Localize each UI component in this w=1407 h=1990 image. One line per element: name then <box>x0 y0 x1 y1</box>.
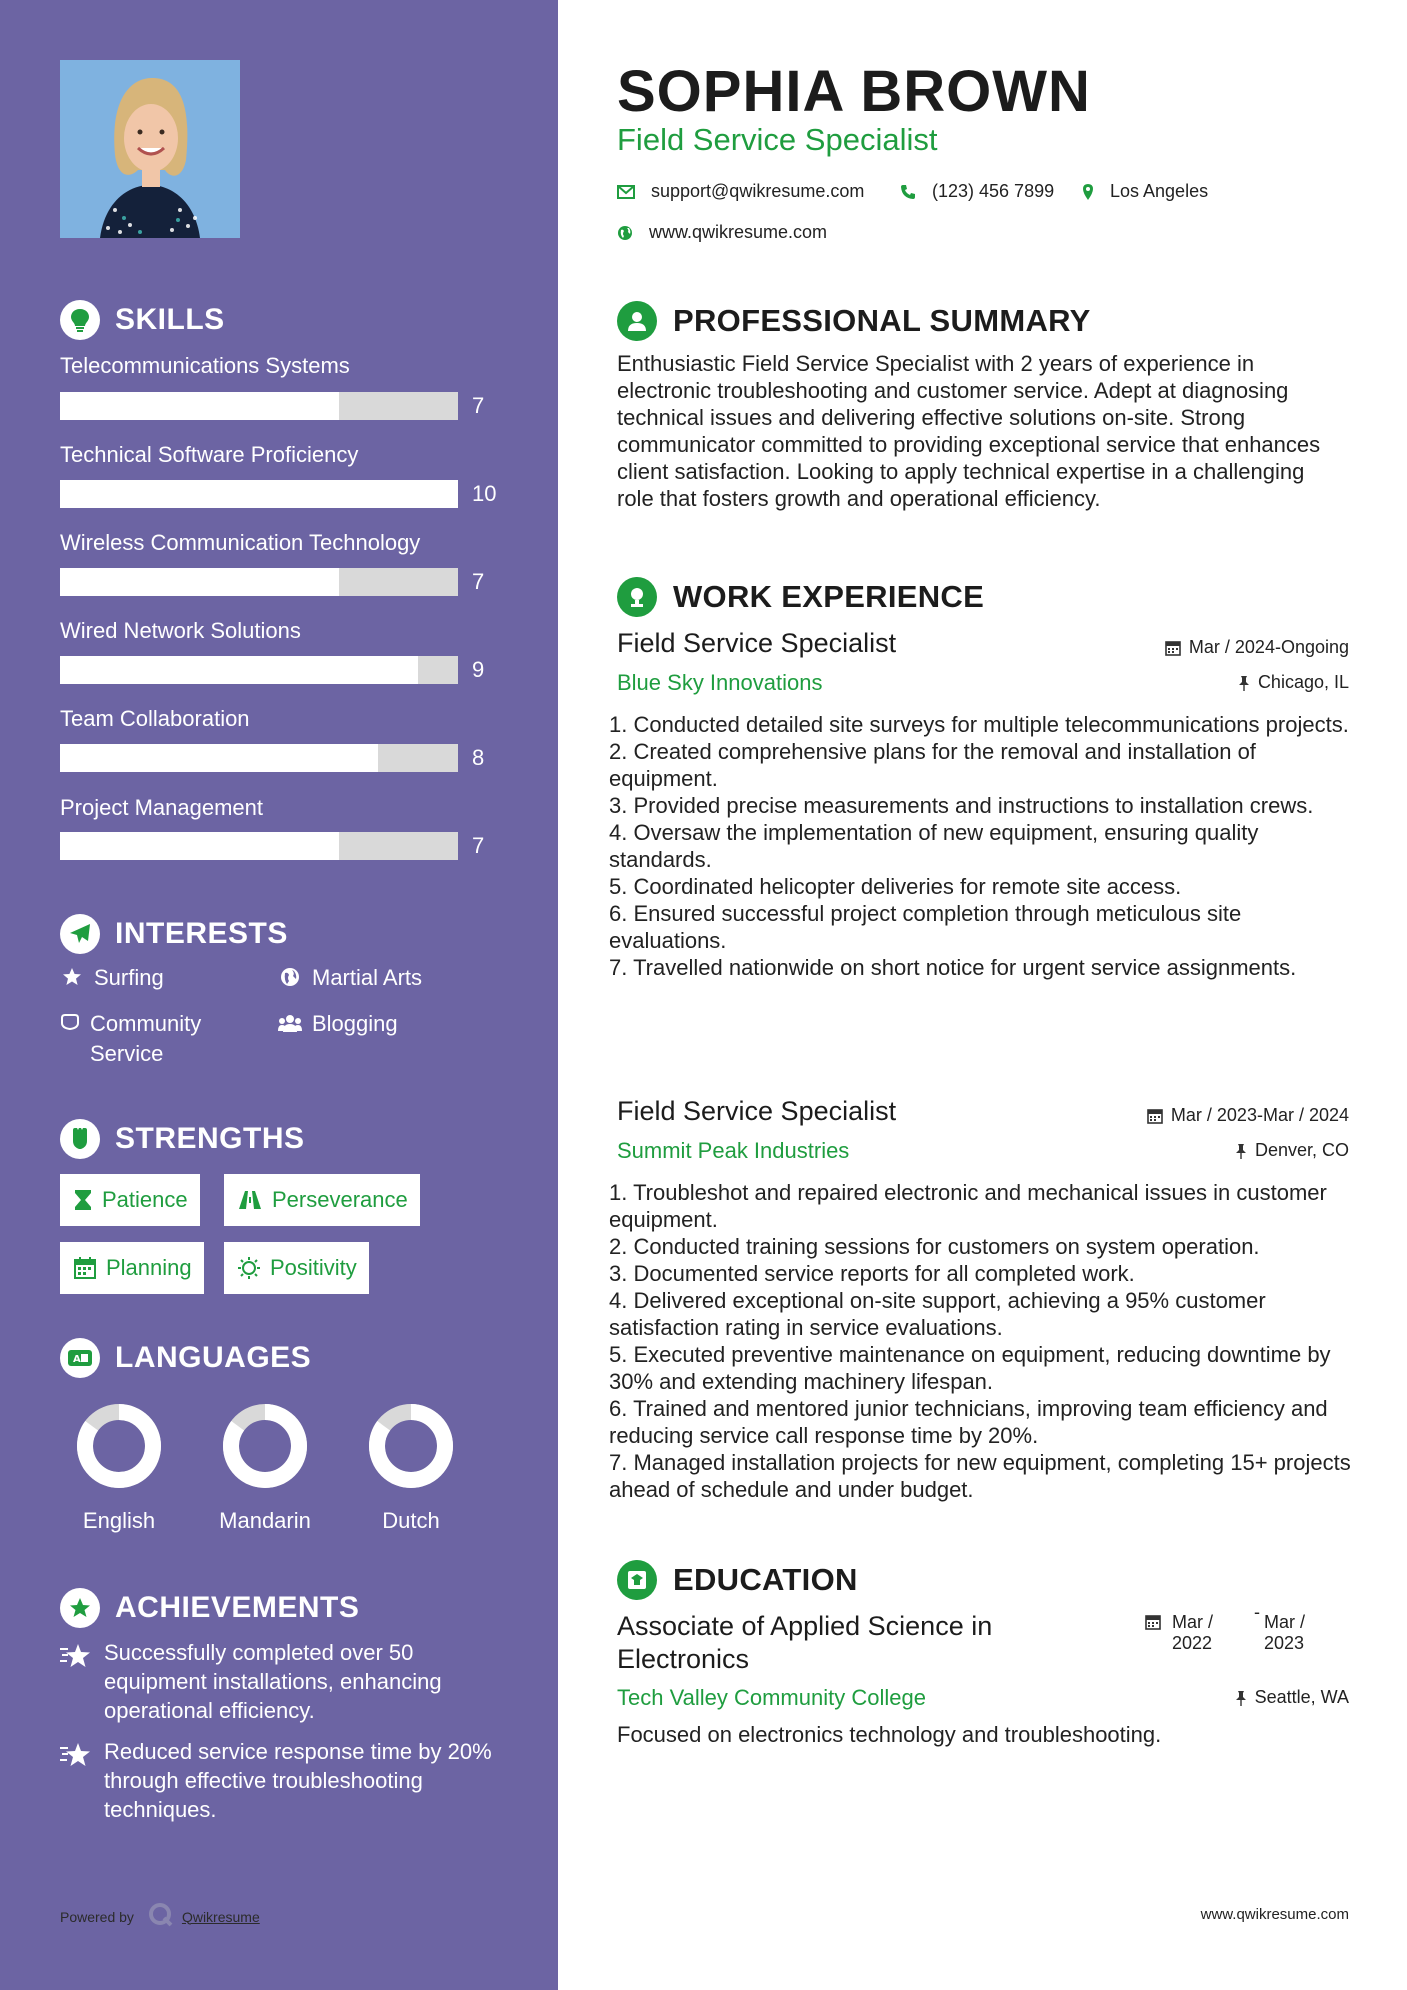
experience-title: WORK EXPERIENCE <box>673 579 985 614</box>
skill-bar-fill <box>60 656 418 684</box>
skill-bar <box>60 744 458 772</box>
job-location-text: Chicago, IL <box>1257 672 1349 692</box>
calendar-icon <box>74 1257 96 1279</box>
pushpin-icon <box>1235 1143 1247 1159</box>
map-pin-icon <box>1082 183 1094 201</box>
skill-name: Wireless Communication Technology <box>60 530 421 555</box>
skill-bar <box>60 656 458 684</box>
bullet-item <box>609 1395 1354 1449</box>
bullet-item <box>609 954 1354 981</box>
job-company: Summit Peak Industries <box>617 1138 850 1163</box>
hand-icon <box>60 1009 80 1031</box>
website-text: www.qwikresume.com <box>649 222 828 242</box>
stars-icon <box>60 1737 92 1772</box>
bullet-item <box>609 819 1354 873</box>
skills-title: SKILLS <box>115 303 225 336</box>
profile-photo <box>60 60 240 238</box>
skill-value: 9 <box>472 657 485 682</box>
language-name: Dutch <box>382 1508 440 1533</box>
hourglass-icon <box>74 1189 92 1211</box>
strength-label: Planning <box>106 1255 192 1280</box>
pushpin-icon <box>1238 675 1250 691</box>
education-location <box>1235 1687 1349 1708</box>
education-degree: Associate of Applied Science in Electronics <box>617 1611 993 1674</box>
skill-value: 7 <box>472 569 485 594</box>
job-dates <box>1165 637 1349 658</box>
lightbulb-icon <box>60 300 100 340</box>
interest-label: Martial Arts <box>312 965 423 990</box>
bullet-text: 1. Troubleshot and repaired electronic and mechanical issues in customer equipment. <box>609 1180 1327 1232</box>
achievements-title: ACHIEVEMENTS <box>115 1591 360 1624</box>
skill-name: Telecommunications Systems <box>60 353 350 378</box>
calendar-icon <box>1145 1614 1161 1630</box>
powered-by <box>60 1902 260 1931</box>
interests-title: INTERESTS <box>115 917 288 950</box>
pushpin-icon <box>1235 1690 1247 1706</box>
languages-heading <box>60 1338 311 1378</box>
job-role: Field Service Specialist <box>617 628 897 658</box>
strength-label: Perseverance <box>272 1187 408 1212</box>
skill-bar-fill <box>60 832 339 860</box>
skill-value: 7 <box>472 393 485 418</box>
location-text: Los Angeles <box>1110 181 1209 201</box>
strength-label: Patience <box>102 1187 188 1212</box>
skill-bar <box>60 832 458 860</box>
job-dates-text: Mar / 2024-Ongoing <box>1188 637 1349 657</box>
strength-chip <box>224 1174 420 1226</box>
stars-icon <box>60 1638 92 1673</box>
education-end: Mar / 2023 <box>1264 1612 1306 1653</box>
star-icon <box>60 963 84 987</box>
language-ring <box>76 1403 162 1489</box>
education-school: Tech Valley Community College <box>617 1685 926 1710</box>
svg-text:A: A <box>73 1354 81 1365</box>
job-location <box>1235 1140 1349 1161</box>
paper-plane-icon <box>60 914 100 954</box>
sun-icon <box>238 1257 260 1279</box>
candidate-title: Field Service Specialist <box>617 122 938 157</box>
skill-bar-fill <box>60 744 378 772</box>
date-separator: - <box>1254 1602 1260 1622</box>
strength-chip <box>60 1242 204 1294</box>
globe-icon <box>278 963 302 987</box>
bullet-text: 6. Ensured successful project completion through meticulous site evaluations. <box>609 901 1242 953</box>
bullet-text: 1. Conducted detailed site surveys for multiple telecommunications projects. <box>609 712 1349 737</box>
contact-phone[interactable] <box>900 181 1054 202</box>
interest-item <box>60 1009 240 1069</box>
education-location-text: Seattle, WA <box>1254 1687 1349 1707</box>
bullet-item <box>609 738 1354 792</box>
calendar-icon <box>1147 1108 1163 1124</box>
skill-bar <box>60 392 458 420</box>
bullet-item <box>609 1341 1354 1395</box>
candidate-name: SOPHIA BROWN <box>617 59 1091 124</box>
experience-heading <box>617 577 984 617</box>
skill-value: 8 <box>472 745 485 770</box>
job-dates <box>1147 1105 1349 1126</box>
bullet-item <box>609 1449 1354 1503</box>
qwikresume-link[interactable]: Qwikresume <box>181 1908 260 1925</box>
interest-label: Blogging <box>312 1011 398 1036</box>
bullet-text: 3. Provided precise measurements and instructions to installation crews. <box>609 793 1314 818</box>
language-name: Mandarin <box>219 1508 311 1533</box>
language-icon <box>60 1338 100 1378</box>
language-ring <box>368 1403 454 1489</box>
interest-label: Surfing <box>94 965 164 990</box>
envelope-icon <box>617 185 635 199</box>
powered-label: Powered by <box>60 1908 134 1925</box>
email-text: support@qwikresume.com <box>651 181 865 201</box>
job-location-text: Denver, CO <box>1254 1140 1349 1160</box>
education-calendar <box>1145 1614 1169 1630</box>
achievement-item <box>60 1737 500 1824</box>
interest-label: Community Service <box>90 1011 202 1066</box>
interests-heading <box>60 914 288 954</box>
bullet-item <box>609 900 1354 954</box>
skill-bar-fill <box>60 568 339 596</box>
award-star-icon <box>60 1588 100 1628</box>
job-company: Blue Sky Innovations <box>617 670 823 695</box>
bullet-text: 7. Managed installation projects for new equipment, completing 15+ projects ahead of schedule and under budget. <box>609 1450 1351 1502</box>
qwikresume-logo-icon <box>148 1902 174 1931</box>
summary-text: Enthusiastic Field Service Specialist with 2 years of experience in electronic troubleshooting and customer service. Adept at diagnosing technical issues and delivering effective solutions on-site. Strong communicator committed to providing exceptional service that enhances client satisfaction. Looking to apply technical expertise in a challenging role that fosters growth and operational efficiency. <box>617 351 1321 511</box>
bullet-text: 2. Created comprehensive plans for the removal and installation of equipment. <box>609 739 1256 791</box>
skill-bar <box>60 480 458 508</box>
bullet-item <box>609 1260 1354 1287</box>
bullet-item <box>609 1287 1354 1341</box>
language-name: English <box>82 1508 156 1533</box>
bullet-text: 2. Conducted training sessions for customers on system operation. <box>609 1234 1260 1259</box>
achievements-heading <box>60 1588 359 1628</box>
skill-value: 7 <box>472 833 485 858</box>
interest-item <box>60 963 164 993</box>
briefcase-icon <box>617 577 657 617</box>
contact-email[interactable] <box>617 181 864 202</box>
bullet-text: 5. Coordinated helicopter deliveries for remote site access. <box>609 874 1182 899</box>
bullet-item <box>609 1233 1354 1260</box>
user-icon <box>617 301 657 341</box>
education-title: EDUCATION <box>673 1562 858 1597</box>
graduation-icon <box>617 1560 657 1600</box>
footer-url[interactable]: www.qwikresume.com <box>1200 1906 1349 1923</box>
bullet-text: 3. Documented service reports for all completed work. <box>609 1261 1135 1286</box>
skill-name: Project Management <box>60 795 263 820</box>
summary-title: PROFESSIONAL SUMMARY <box>673 303 1091 338</box>
interest-item <box>278 1009 398 1039</box>
strength-chip <box>224 1242 369 1294</box>
job-bullets <box>609 711 1354 981</box>
bullet-text: 6. Trained and mentored junior technicians, improving team efficiency and reducing service call response time by 20%. <box>609 1396 1328 1448</box>
interest-item <box>278 963 422 993</box>
skill-bar-fill <box>60 480 458 508</box>
users-icon <box>278 1009 302 1033</box>
education-description: Focused on electronics technology and troubleshooting. <box>617 1722 1162 1747</box>
achievement-text: Successfully completed over 50 equipment installations, enhancing operational efficiency. <box>104 1640 442 1723</box>
phone-text: (123) 456 7899 <box>932 181 1055 201</box>
strength-label: Positivity <box>270 1255 357 1280</box>
skill-bar <box>60 568 458 596</box>
summary-heading <box>617 301 1091 341</box>
bullet-text: 4. Delivered exceptional on-site support, achieving a 95% customer satisfaction rating in service evaluations. <box>609 1288 1266 1340</box>
contact-website[interactable] <box>617 222 827 243</box>
bullet-item <box>609 792 1354 819</box>
globe-icon <box>617 225 633 241</box>
education-heading <box>617 1560 858 1600</box>
skills-heading <box>60 300 225 340</box>
languages-title: LANGUAGES <box>115 1341 312 1374</box>
skill-bar-fill <box>60 392 339 420</box>
achievement-text: Reduced service response time by 20% through effective troubleshooting techniques. <box>104 1739 492 1822</box>
achievement-item <box>60 1638 500 1725</box>
bullet-text: 5. Executed preventive maintenance on equipment, reducing downtime by 30% and extending machinery lifespan. <box>609 1342 1331 1394</box>
strengths-title: STRENGTHS <box>115 1122 305 1155</box>
education-start: Mar / 2022 <box>1172 1612 1214 1653</box>
skill-name: Wired Network Solutions <box>60 618 301 643</box>
strength-chip <box>60 1174 200 1226</box>
job-location <box>1238 672 1349 693</box>
skill-value: 10 <box>472 481 497 506</box>
bullet-text: 4. Oversaw the implementation of new equipment, ensuring quality standards. <box>609 820 1259 872</box>
calendar-icon <box>1165 640 1181 656</box>
language-ring <box>222 1403 308 1489</box>
strengths-heading <box>60 1119 305 1159</box>
fist-icon <box>60 1119 100 1159</box>
phone-icon <box>900 184 916 200</box>
bullet-item <box>609 711 1354 738</box>
bullet-item <box>609 1179 1354 1233</box>
skill-name: Technical Software Proficiency <box>60 442 359 467</box>
sidebar <box>0 0 558 1990</box>
bullet-text: 7. Travelled nationwide on short notice for urgent service assignments. <box>609 955 1297 980</box>
contact-location <box>1082 181 1208 202</box>
skill-name: Team Collaboration <box>60 706 250 731</box>
job-bullets <box>609 1179 1354 1503</box>
job-dates-text: Mar / 2023-Mar / 2024 <box>1170 1105 1349 1125</box>
job-role: Field Service Specialist <box>617 1096 897 1126</box>
bullet-item <box>609 873 1354 900</box>
road-icon <box>238 1190 262 1210</box>
